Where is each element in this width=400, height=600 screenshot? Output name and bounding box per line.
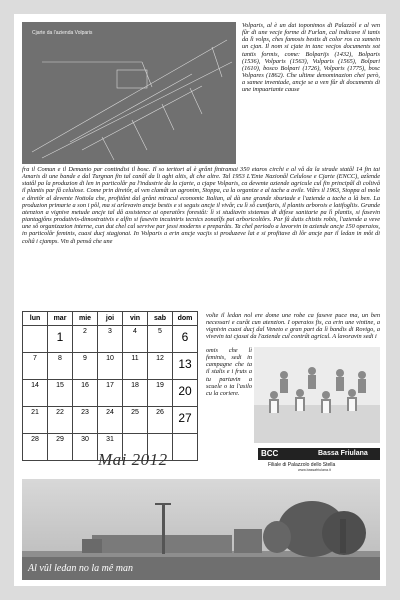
calendar-page: [14, 14, 386, 586]
group-photo-illustration: [254, 347, 380, 443]
calendar-day: 19: [148, 380, 173, 407]
day-header: lun: [23, 312, 48, 326]
bank-url: www.bassafriulana.it: [298, 468, 331, 472]
day-header: joi: [98, 312, 123, 326]
map-caption: Cjarte da l'azienda Volparis: [32, 30, 93, 36]
calendar-day: 13: [173, 353, 198, 380]
calendar-day: 3: [98, 326, 123, 353]
day-header: mar: [48, 312, 73, 326]
calendar-header-row: [23, 312, 198, 326]
month-label: Mai 2012: [98, 450, 168, 469]
motto-caption: Al vûl ledan no la mê man: [28, 563, 133, 574]
calendar-grid: [22, 311, 198, 461]
farm-photo: [22, 479, 380, 580]
sponsor-logo-box: [258, 448, 380, 460]
calendar-day: 14: [23, 380, 48, 407]
aerial-map-image: [22, 22, 236, 164]
sponsor-banner: [258, 446, 380, 476]
calendar-day: 7: [23, 353, 48, 380]
calendar-day: 16: [73, 380, 98, 407]
group-photo: [254, 347, 380, 443]
calendar-day: 17: [98, 380, 123, 407]
calendar-day: 8: [48, 353, 73, 380]
bank-branch: Filiale di Palazzolo dello Stella: [268, 462, 336, 468]
calendar-day: 11: [123, 353, 148, 380]
calendar-day: 2: [73, 326, 98, 353]
article-paragraph-1: Volparis, al è un dai toponimos di Palazzòl e al ven fûr di une vecje forme di Furlan, cal indicave il tanis da lì volps, ches famosis bestis di color ros ca xamein un cjan. Il nom si cjate in tanc vecjos documents sot tantis formis, come: Bolparijs (1432), Bolparis (1536), Volparis (1563), Vulparis (1565), Bolpari (1610), bosco Bolpari (1726), Volparis (1775), bosc Volpares (1862). Che ultime denominazion chei però, a samee inventade, ancje se a ven fûr di documents di une impuartante cause: [242, 22, 380, 94]
calendar-week: [23, 407, 198, 434]
calendar-day: 23: [73, 407, 98, 434]
calendar-day: 5: [148, 326, 173, 353]
calendar-week: [23, 326, 198, 353]
calendar-day: 15: [48, 380, 73, 407]
calendar-day: 1: [48, 326, 73, 353]
bank-logo: BCC: [261, 449, 279, 458]
calendar-day: 25: [123, 407, 148, 434]
calendar-day: 24: [98, 407, 123, 434]
bank-name: Bassa Friulana: [318, 450, 368, 457]
day-header: sab: [148, 312, 173, 326]
calendar-day: 10: [98, 353, 123, 380]
calendar-day: 26: [148, 407, 173, 434]
map-lines: [22, 22, 236, 164]
day-header: mie: [73, 312, 98, 326]
calendar-week: [23, 353, 198, 380]
day-header: vin: [123, 312, 148, 326]
calendar: [22, 311, 202, 476]
article-paragraph-3: volte il ledan nol ere dome une robe ca faseve puce ma, un ben necessari e curât cun atenzion. I operaios fis, ca erin une vintine, a vignivin cuasi ducj dal Veneto e gran part da lì bandis di Rovigo, a vivevin tai cjasai da l'aziende cul contrât agricul. A lavoravin sedi i: [206, 312, 380, 341]
calendar-day: 28: [23, 434, 48, 461]
calendar-day: 31: [98, 434, 123, 461]
calendar-day: [23, 326, 48, 353]
calendar-day: 30: [73, 434, 98, 461]
article-paragraph-2: fra il Comun e il Demanio par contindisi il bosc. Il so teritori al è grânt fintramai 350 etaros circhi e al vâ da la strade statâl 14 fin tai Amaris di une bande e dal Turgnan fin tal canâl da li aghi altis, di che altre. Tal 1953 L'Ente Nazionâl Celulose e Cjarte (ENCC), azîende statâl pa la produzion di len in particolâr pa l'industrie da la cjarte, a cjape Volparis, ca devente aziende agricule cul fin principâl di coltivâ il plantis par fâ celulose. Come prin diretôr, al ven clamât un agronim, Stoppa, ca la organize e al tache a avile. Viârs il 1963, Stoppa al mole e diretôr al devente Nottola che, profitânt dal grânt miracul economic Italian, al dà une grande sburtade e l'aziende a tache a là ben. La produzion primarie a son i pôl, ma si arlevavin ancje bestis e si seguis ancje il vivâr, cu lì sô cunifaris, il plantis arborois e latifogliis. Grande atenzion a vignive metude ancje tal dâ assistence ai operatôrs forestâi: lì si studiavin sistemas di difese sanitarie pa lì plantis, si fasevin piantagjôns produtivis-dimostrativis e alfin si fasevin incuintris tecnics zonatîfs pai arboricoltôrs. Par fâ dutis chistis robis, l'aziende a veve une sô organizazion interne, cun dut chel cal servive par jessi moderns e preparâts. Ta chel periodo a lavorvin in aziende ancje 150 operaios, in particolâr feminis, cuasi ducj stagjonai. In Volparis a erin ancje vacjis si produzeve lat e si profitave di lôr ancje par il ledan in môt di coltâ i cjamps. Vin di pensâ che une: [22, 166, 380, 245]
calendar-day: 29: [48, 434, 73, 461]
calendar-day: 12: [148, 353, 173, 380]
calendar-day: 6: [173, 326, 198, 353]
day-header: dom: [173, 312, 198, 326]
article-paragraph-4: omis che lì feminis, sedi in campagne che ta il stalis e i fruts a tu partavin a scuele o ta l'asilo cu la coriere.: [206, 347, 252, 397]
calendar-day: 20: [173, 380, 198, 407]
calendar-day: 9: [73, 353, 98, 380]
calendar-day: 4: [123, 326, 148, 353]
calendar-week: [23, 380, 198, 407]
calendar-day: 27: [173, 407, 198, 434]
calendar-day: 22: [48, 407, 73, 434]
calendar-day: [173, 434, 198, 461]
calendar-day: 18: [123, 380, 148, 407]
calendar-day: 21: [23, 407, 48, 434]
